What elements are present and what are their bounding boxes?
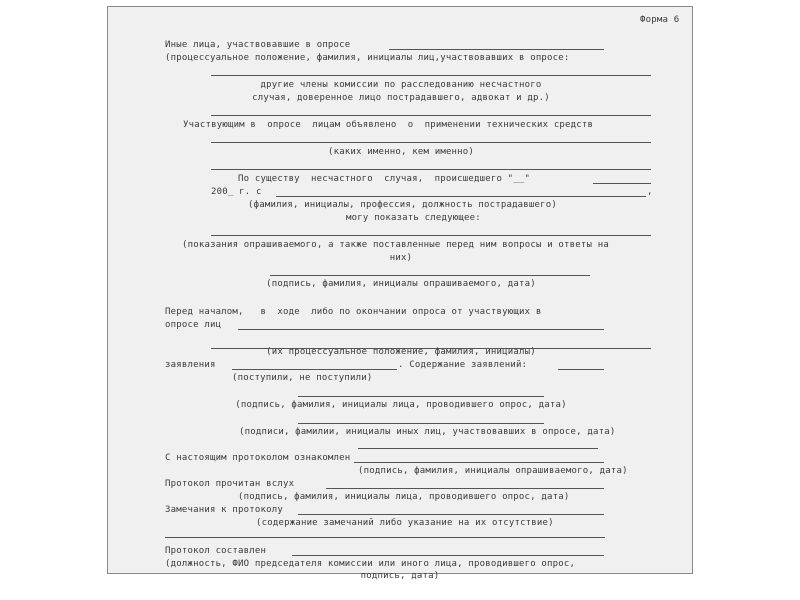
read-aloud-label: Протокол прочитан вслух [165, 479, 295, 489]
interviewer-signature-field[interactable] [298, 396, 544, 397]
participants-field-line-1[interactable] [211, 75, 651, 76]
interviewee-signature-field[interactable] [270, 275, 590, 276]
statements-label: Перед началом, в ходе либо по окончании опроса от участвующих в [165, 307, 542, 317]
victim-field[interactable] [276, 196, 646, 197]
acknowledged-label: С настоящим протоколом ознакомлен [165, 453, 351, 463]
participants-hint-2: другие члены комиссии по расследованию несчастного [260, 80, 542, 90]
read-aloud-field[interactable] [326, 488, 604, 489]
remarks-label: Замечания к протоколу [165, 505, 283, 515]
statements-received-label: заявления [165, 360, 216, 370]
statements-persons-hint: (их процессуальное положение, фамилия, инициалы) [266, 347, 536, 357]
compiled-by-label: Протокол составлен [165, 546, 267, 556]
statements-persons-label: опросе лиц [165, 320, 222, 330]
testimony-hint: (показания опрашиваемого, а также поставленные перед ним вопросы и ответы на [182, 240, 610, 250]
testimony-intro: могу показать следующее: [346, 213, 481, 223]
year-label: 200_ г. с [211, 187, 262, 197]
compiled-by-field[interactable] [292, 555, 604, 556]
participants-hint-3: случая, доверенное лицо пострадавшего, адвокат и др.) [252, 93, 550, 103]
participants-field-line-2[interactable] [211, 115, 651, 116]
remarks-field[interactable] [298, 514, 604, 515]
statements-received-hint: (поступили, не поступили) [232, 373, 373, 383]
form-sheet [107, 6, 693, 574]
interviewee-signature-hint: (подпись, фамилия, инициалы опрашиваемого, дата) [266, 279, 536, 289]
compiled-by-hint-2: подпись, дата) [360, 571, 440, 581]
interviewer-signature-hint: (подпись, фамилия, инициалы лица, проводившего опрос, дата) [235, 400, 567, 410]
victim-comma: , [647, 187, 653, 197]
accident-essence-label: По существу несчастного случая, происшедшего "__" [238, 174, 531, 184]
remarks-field-2[interactable] [165, 537, 605, 538]
testimony-hint-2: них) [389, 253, 413, 263]
statements-received-field[interactable] [232, 369, 397, 370]
statements-content-label: . Содержание заявлений: [398, 360, 528, 370]
testimony-field[interactable] [211, 235, 651, 236]
participants-signature-field-2[interactable] [358, 448, 598, 449]
technical-means-hint: (каких именно, кем именно) [327, 147, 475, 157]
technical-means-field-2[interactable] [211, 169, 651, 170]
other-participants-field[interactable] [389, 49, 604, 50]
acknowledged-hint: (подпись, фамилия, инициалы опрашиваемого, дата) [358, 466, 628, 476]
acknowledged-field[interactable] [354, 462, 604, 463]
technical-means-field[interactable] [211, 142, 651, 143]
read-aloud-hint: (подпись, фамилия, инициалы лица, проводившего опрос, дата) [238, 492, 570, 502]
other-participants-label: Иные лица, участвовавшие в опросе [165, 40, 351, 50]
statements-content-field[interactable] [558, 369, 604, 370]
form-number: Форма 6 [640, 15, 680, 25]
remarks-hint: (содержание замечаний либо указание на их отсутствие) [256, 518, 554, 528]
participants-hint: (процессуальное положение, фамилия, инициалы лиц,участвовавших в опросе: [165, 53, 570, 63]
technical-means-label: Участвующим в опросе лицам объявлено о применении технических средств [183, 120, 594, 130]
accident-date-field[interactable] [593, 183, 651, 184]
participants-signature-hint: (подписи, фамилии, инициалы иных лиц, участвовавших в опросе, дата) [239, 427, 616, 437]
participants-signature-field[interactable] [298, 423, 544, 424]
statements-persons-field[interactable] [238, 329, 604, 330]
compiled-by-hint: (должность, ФИО председателя комиссии или иного лица, проводившего опрос, [165, 559, 576, 569]
victim-hint: (фамилия, инициалы, профессия, должность пострадавшего) [248, 200, 558, 210]
